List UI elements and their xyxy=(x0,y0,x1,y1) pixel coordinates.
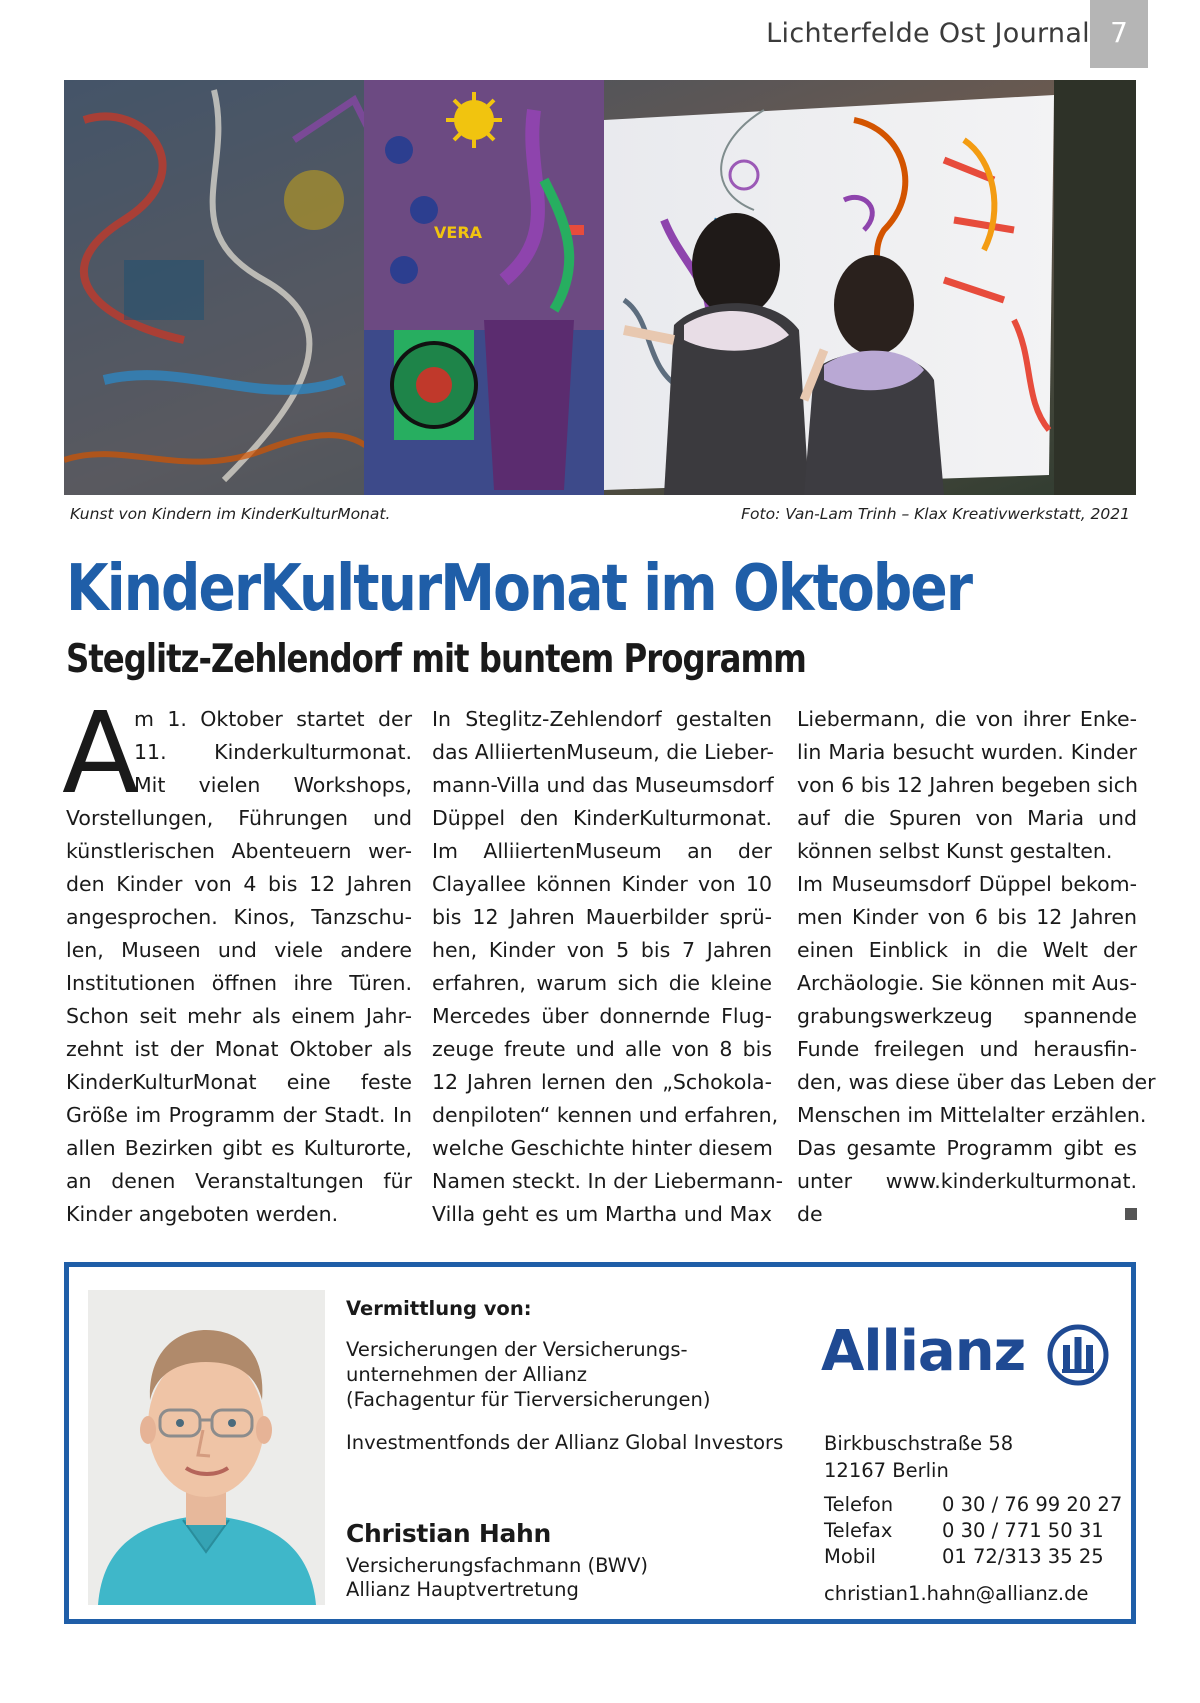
text-line: denpiloten“ kennen und erfahren, xyxy=(432,1103,779,1127)
text-line: grabungswerkzeug spannende xyxy=(797,1004,1137,1028)
text-line: lin Maria besucht wurden. Kinder xyxy=(797,740,1137,764)
text-line: unter www.kinderkulturmonat. xyxy=(797,1169,1137,1193)
text-line: Mercedes über donnernde Flug- xyxy=(432,1004,772,1028)
allianz-logo xyxy=(821,1317,1121,1387)
address-street: Birkbuschstraße 58 xyxy=(824,1432,1014,1455)
photo-credit: Foto: Van-Lam Trinh – Klax Kreativwerkstatt, 2021 xyxy=(741,505,1130,523)
text-line: angesprochen. Kinos, Tanzschu- xyxy=(66,905,412,929)
text-line: Funde freilegen und herausfin- xyxy=(797,1037,1137,1061)
contact-value: 0 30 / 771 50 31 xyxy=(942,1519,1104,1542)
children-painting-photo xyxy=(64,80,1136,495)
contact-numbers xyxy=(824,1492,1122,1570)
contact-value: 01 72/313 35 25 xyxy=(942,1545,1104,1568)
text-line-end xyxy=(797,1198,1137,1231)
text-line: Vorstellungen, Führungen und xyxy=(66,806,412,830)
text-line: den Kinder von 4 bis 12 Jahren xyxy=(66,872,412,896)
text-line: können selbst Kunst gestalten. xyxy=(797,839,1113,863)
text-line: Mit vielen Workshops, xyxy=(134,773,412,797)
drop-cap: A xyxy=(62,689,139,819)
text-line: Im Museumsdorf Düppel bekom- xyxy=(797,872,1137,896)
contact-value: 0 30 / 76 99 20 27 xyxy=(942,1493,1123,1516)
text-line: den, was diese über das Leben der xyxy=(797,1070,1156,1094)
agent-role xyxy=(346,1554,648,1602)
service-line: (Fachagentur für Tierversicherungen) xyxy=(346,1388,711,1411)
page-number: 7 xyxy=(1110,16,1128,49)
article-column-1 xyxy=(66,703,412,1231)
investment-funds-line: Investmentfonds der Allianz Global Investors xyxy=(346,1431,784,1454)
article-column-2 xyxy=(432,703,783,1231)
article-photo xyxy=(64,80,1136,495)
article-column-3 xyxy=(797,703,1156,1231)
text-line: Schon seit mehr als einem Jahr- xyxy=(66,1004,412,1028)
text-line: von 6 bis 12 Jahren begeben sich xyxy=(797,773,1138,797)
contact-email: christian1.hahn@allianz.de xyxy=(824,1582,1089,1605)
contact-label: Telefon xyxy=(824,1493,894,1516)
end-of-article-square-icon xyxy=(1125,1208,1137,1220)
agent-name: Christian Hahn xyxy=(346,1519,552,1548)
text-line: das AlliiertenMuseum, die Lieber- xyxy=(432,740,774,764)
text-line: allen Bezirken gibt es Kulturorte, xyxy=(66,1136,412,1160)
text-line: Villa geht es um Martha und Max xyxy=(432,1202,772,1226)
text-line: Liebermann, die von ihrer Enke- xyxy=(797,707,1137,731)
article-headline: KinderKulturMonat im Oktober xyxy=(66,552,972,626)
painted-name: VERA xyxy=(434,223,483,242)
contact-label: Telefax xyxy=(824,1519,893,1542)
role-line: Versicherungsfachmann (BWV) xyxy=(346,1554,649,1577)
text-line: Das gesamte Programm gibt es xyxy=(797,1136,1137,1160)
contact-label: Mobil xyxy=(824,1545,876,1568)
caption-text: Kunst von Kindern im KinderKulturMonat. xyxy=(70,505,391,523)
contact-row-phone xyxy=(824,1492,1122,1518)
text-line: Kinder angeboten werden. xyxy=(66,1202,339,1226)
text-line: de xyxy=(797,1202,823,1226)
text-line: einen Einblick in die Welt der xyxy=(797,938,1137,962)
journal-title: Lichterfelde Ost Journal xyxy=(766,18,1090,49)
service-line: unternehmen der Allianz xyxy=(346,1363,588,1386)
text-line: KinderKulturMonat eine feste xyxy=(66,1070,412,1094)
text-line: Institutionen öffnen ihre Türen. xyxy=(66,971,412,995)
address-city: 12167 Berlin xyxy=(824,1459,949,1482)
text-line: erfahren, warum sich die kleine xyxy=(432,971,772,995)
text-line: Größe im Programm der Stadt. In xyxy=(66,1103,412,1127)
text-line: 11. Kinderkulturmonat. xyxy=(134,740,412,764)
text-line: mann-Villa und das Museumsdorf xyxy=(432,773,774,797)
text-line: In Steglitz-Zehlendorf gestalten xyxy=(432,707,772,731)
text-line: bis 12 Jahren Mauerbilder sprü- xyxy=(432,905,772,929)
role-line: Allianz Hauptvertretung xyxy=(346,1578,579,1601)
text-line: zeuge freute und alle von 8 bis xyxy=(432,1037,772,1061)
page-number-tab xyxy=(1090,0,1148,68)
text-line: Namen steckt. In der Liebermann- xyxy=(432,1169,783,1193)
text-line: Im AlliiertenMuseum an der xyxy=(432,839,772,863)
office-address xyxy=(824,1430,1013,1484)
allianz-wordmark: Allianz xyxy=(821,1319,1026,1384)
agent-portrait xyxy=(88,1290,325,1605)
text-line: auf die Spuren von Maria und xyxy=(797,806,1137,830)
allianz-eagle-icon xyxy=(1046,1323,1110,1387)
text-line: Menschen im Mittelalter erzählen. xyxy=(797,1103,1147,1127)
text-line: men Kinder von 6 bis 12 Jahren xyxy=(797,905,1137,929)
insurance-services xyxy=(346,1337,710,1412)
contact-row-mobile xyxy=(824,1544,1122,1570)
text-line: welche Geschichte hinter diesem xyxy=(432,1136,773,1160)
text-line: m 1. Oktober startet der xyxy=(134,707,412,731)
text-line: zehnt ist der Monat Oktober als xyxy=(66,1037,412,1061)
text-line: Clayallee können Kinder von 10 xyxy=(432,872,772,896)
article-subheadline: Steglitz-Zehlendorf mit buntem Programm xyxy=(66,637,806,682)
service-line: Versicherungen der Versicherungs- xyxy=(346,1338,688,1361)
text-line: hen, Kinder von 5 bis 7 Jahren xyxy=(432,938,772,962)
page-header xyxy=(0,0,1200,76)
text-line: len, Museen und viele andere xyxy=(66,938,412,962)
mediation-label: Vermittlung von: xyxy=(346,1297,532,1320)
text-line: Archäologie. Sie können mit Aus- xyxy=(797,971,1137,995)
contact-row-fax xyxy=(824,1518,1122,1544)
portrait-photo xyxy=(88,1290,325,1605)
allianz-advertisement xyxy=(64,1262,1136,1624)
text-line: 12 Jahren lernen den „Schokola- xyxy=(432,1070,772,1094)
text-line: an denen Veranstaltungen für xyxy=(66,1169,412,1193)
text-line: Düppel den KinderKulturmonat. xyxy=(432,806,772,830)
text-line: künstlerischen Abenteuern wer- xyxy=(66,839,412,863)
